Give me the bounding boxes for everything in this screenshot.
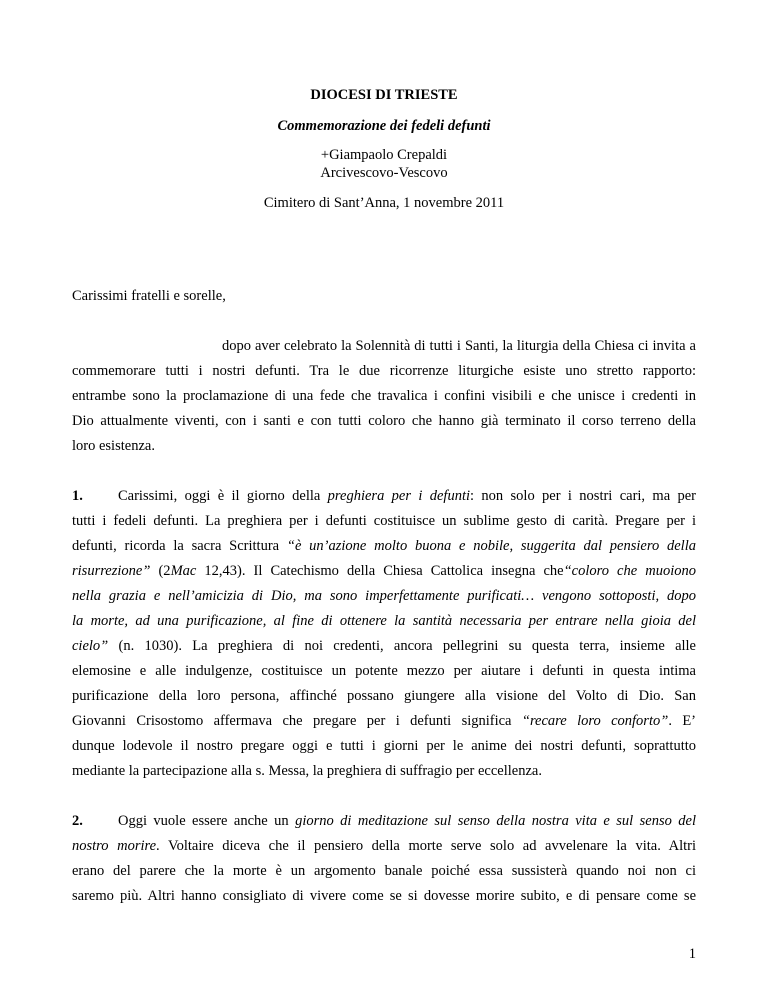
text-line: 2. Oggi vuole essere anche un giorno di meditazione sul senso della nostra vita e sul senso del <box>72 809 696 834</box>
salutation: Carissimi fratelli e sorelle, <box>72 288 226 304</box>
text-line: la morte, ad una purificazione, al fine di ottenere la santità necessaria per entrare nella gioia del <box>72 613 696 629</box>
paragraph-number: 2. <box>72 813 83 829</box>
text-line: dopo aver celebrato la Solennità di tutti i Santi, la liturgia della Chiesa ci invita a <box>222 338 696 354</box>
diocese-heading: DIOCESI DI TRIESTE <box>310 87 458 103</box>
text-line: saremo più. Altri hanno consigliato di vivere come se si dovesse morire subito, e di pensare come se <box>72 888 696 904</box>
text-line: defunti, ricorda la sacra Scrittura “è un’azione molto buona e nobile, suggerita dal pensiero della <box>72 538 696 554</box>
paragraph-1 <box>72 484 696 784</box>
text-line: dunque lodevole il nostro pregare oggi e tutti i giorni per le anime dei nostri defunti, soprattutto <box>72 738 696 754</box>
text-line: elemosine e alle indulgenze, costituisce un potente mezzo per aiutare i defunti in questa intima <box>72 663 696 679</box>
author-name: +Giampaolo Crepaldi <box>320 147 448 163</box>
intro-paragraph <box>72 334 696 459</box>
text-line: loro esistenza. <box>72 438 155 454</box>
text-line: cielo” (n. 1030). La preghiera di noi credenti, ancora pellegrini su questa terra, insieme alle <box>72 638 696 654</box>
text-line: mediante la partecipazione alla s. Messa, la preghiera di suffragio per eccellenza. <box>72 763 542 779</box>
page-number: 1 <box>688 946 696 962</box>
text-line: nella grazia e nell’amicizia di Dio, ma sono imperfettamente purificati… vengono sottoposti, dopo <box>72 588 696 604</box>
text-line: commemorare tutti i nostri defunti. Tra le due ricorrenze liturgiche esiste uno stretto rapporto: <box>72 363 696 379</box>
paragraph-number: 1. <box>72 488 83 504</box>
place-date: Cimitero di Sant’Anna, 1 novembre 2011 <box>263 195 505 211</box>
paragraph-2 <box>72 809 696 909</box>
text-line: entrambe sono la proclamazione di una fede che travalica i confini visibili e che unisce i credenti in <box>72 388 696 404</box>
text-line: 1. Carissimi, oggi è il giorno della preghiera per i defunti: non solo per i nostri cari, ma per <box>72 484 696 509</box>
document-title: Commemorazione dei fedeli defunti <box>277 118 491 134</box>
text-line: tutti i fedeli defunti. La preghiera per i defunti costituisce un sublime gesto di carità. Pregare per i <box>72 513 696 529</box>
text-line: erano del parere che la morte è un argomento banale poiché essa sussisterà quando noi non ci <box>72 863 696 879</box>
text-line: nostro morire. Voltaire diceva che il pensiero della morte serve solo ad avvelenare la vita. Altri <box>72 838 696 854</box>
text-line: risurrezione” (2Mac 12,43). Il Catechismo della Chiesa Cattolica insegna che“coloro che muoiono <box>72 563 696 579</box>
text-line: Dio attualmente viventi, con i santi e con tutti coloro che hanno già terminato il corso terreno della <box>72 413 696 429</box>
text-line: purificazione della loro persona, affinché possano giungere alla visione del Volto di Dio. San <box>72 688 696 704</box>
text-line: Giovanni Crisostomo affermava che pregare per i defunti significa “recare loro conforto”. E’ <box>72 713 697 729</box>
author-role: Arcivescovo-Vescovo <box>320 165 448 181</box>
